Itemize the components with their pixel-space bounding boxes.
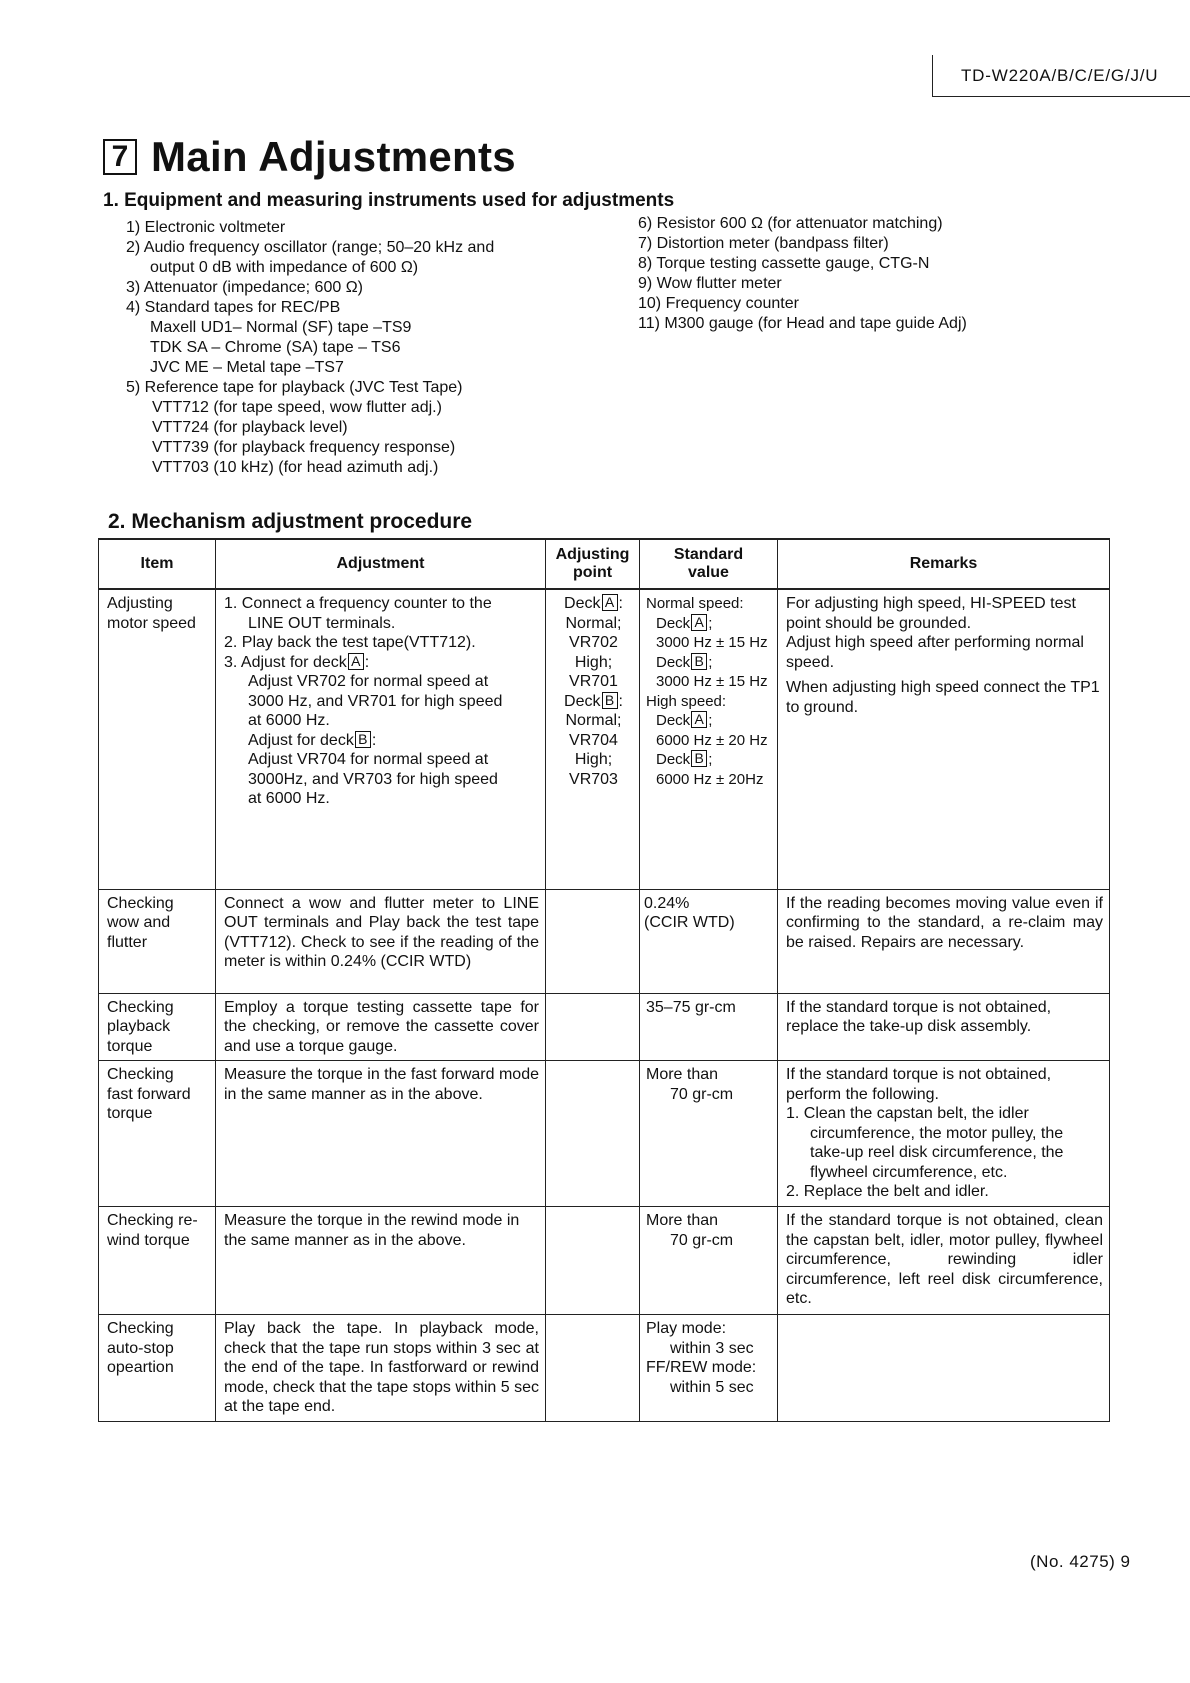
list-item: TDK SA – Chrome (SA) tape – TS6 (150, 339, 401, 356)
cell-adjusting-point: Deck A : Normal; VR702 High; VR701 Deck B : Normal; VR704 High; VR703 (546, 589, 640, 889)
list-item: 1) Electronic voltmeter (126, 219, 286, 236)
cell-adjustment: Connect a wow and flutter meter to LINE OUT terminals and Play back the test tape (VTT712). Check to see if the reading of the meter is within 0.24% (CCIR WTD) (216, 889, 546, 993)
deck-b-box: B (691, 653, 707, 670)
table-row (99, 1207, 1110, 1315)
col-header-adjusting-point: Adjusting point (546, 539, 640, 589)
model-number: TD-W220A/B/C/E/G/J/U (932, 55, 1190, 97)
equipment-heading: 1. Equipment and measuring instruments used for adjustments (103, 190, 675, 211)
cell-item: Checking playback torque (99, 993, 216, 1061)
mechanism-adjustment-table (98, 538, 1110, 1422)
cell-remarks: If the standard torque is not obtained, clean the capstan belt, idler, motor pulley, flywheel circumference, rewinding idler circumference, left reel disk circumference, etc. (778, 1207, 1110, 1315)
deck-a-box: A (691, 711, 707, 728)
cell-adjusting-point (546, 1315, 640, 1422)
cell-standard-value: 0.24% (CCIR WTD) (640, 889, 778, 993)
list-item: 7) Distortion meter (bandpass filter) (638, 235, 889, 252)
cell-item: Checking wow and flutter (99, 889, 216, 993)
list-item: VTT724 (for playback level) (152, 419, 348, 436)
table-header-row (99, 539, 1110, 589)
col-header-adjustment: Adjustment (216, 539, 546, 589)
table-row (99, 1061, 1110, 1207)
list-item: 5) Reference tape for playback (JVC Test Tape) (126, 379, 463, 396)
list-item: VTT712 (for tape speed, wow flutter adj.) (152, 399, 442, 416)
list-item: 6) Resistor 600 Ω (for attenuator matching) (638, 215, 943, 232)
cell-remarks: For adjusting high speed, HI-SPEED test point should be grounded. Adjust high speed after performing normal speed. When adjusting high speed connect the TP1 to ground. (778, 589, 1110, 889)
cell-standard-value: Normal speed: Deck A ; 3000 Hz ± 15 Hz Deck B ; 3000 Hz ± 15 Hz High speed: Deck A ; 6000 Hz ± 20 Hz Deck B ; 6000 Hz ± 20Hz (640, 589, 778, 889)
list-item: 3) Attenuator (impedance; 600 Ω) (126, 279, 363, 296)
col-header-standard-value: Standard value (640, 539, 778, 589)
cell-item: Checking re- wind torque (99, 1207, 216, 1315)
cell-adjusting-point (546, 889, 640, 993)
deck-a-box: A (602, 594, 618, 611)
equipment-list-left (126, 218, 494, 478)
list-item: 4) Standard tapes for REC/PB (126, 299, 341, 316)
cell-item: Checking fast forward torque (99, 1061, 216, 1207)
list-item: 8) Torque testing cassette gauge, CTG-N (638, 255, 930, 272)
deck-b-box: B (602, 692, 618, 709)
deck-a-box: A (348, 653, 364, 670)
cell-remarks: If the standard torque is not obtained, perform the following. 1. Clean the capstan belt, the idler circumference, the motor pulley, the take-up reel disk circumference, the flywheel circumference, etc. 2. Replace the belt and idler. (778, 1061, 1110, 1207)
deck-b-box: B (691, 750, 707, 767)
cell-remarks (778, 1315, 1110, 1422)
cell-adjustment: 1. Connect a frequency counter to the LINE OUT terminals. 2. Play back the test tape(VTT712). 3. Adjust for deck A : Adjust VR702 for normal speed at 3000 Hz, and VR701 for high speed at 6000 Hz. Adjust for deck B : Adjust VR704 for normal speed at 3000Hz, and VR703 for high speed at 6000 Hz. (216, 589, 546, 889)
cell-adjustment: Measure the torque in the rewind mode in the same manner as in the above. (216, 1207, 546, 1315)
section-title (103, 133, 516, 181)
col-header-remarks: Remarks (778, 539, 1110, 589)
cell-standard-value: 35–75 gr-cm (640, 993, 778, 1061)
page-title: Main Adjustments (151, 133, 516, 180)
list-item: JVC ME – Metal tape –TS7 (150, 359, 344, 376)
cell-standard-value: More than 70 gr-cm (640, 1207, 778, 1315)
cell-standard-value: More than 70 gr-cm (640, 1061, 778, 1207)
table-row (99, 993, 1110, 1061)
cell-adjusting-point (546, 1061, 640, 1207)
list-item: 10) Frequency counter (638, 295, 799, 312)
deck-a-box: A (691, 614, 707, 631)
cell-item: Checking auto-stop opeartion (99, 1315, 216, 1422)
cell-adjustment: Employ a torque testing cassette tape for the checking, or remove the cassette cover and use a torque gauge. (216, 993, 546, 1061)
equipment-list-right (638, 214, 967, 334)
section-number-box: 7 (103, 139, 137, 175)
list-item: VTT739 (for playback frequency response) (152, 439, 456, 456)
cell-standard-value: Play mode: within 3 sec FF/REW mode: within 5 sec (640, 1315, 778, 1422)
cell-remarks: If the reading becomes moving value even if confirming to the standard, a re-claim may be raised. Repairs are necessary. (778, 889, 1110, 993)
cell-item: Adjusting motor speed (99, 589, 216, 889)
list-item: 11) M300 gauge (for Head and tape guide Adj) (638, 315, 967, 332)
table-row (99, 889, 1110, 993)
list-item: output 0 dB with impedance of 600 Ω) (150, 259, 419, 276)
list-item: 2) Audio frequency oscillator (range; 50–20 kHz and (126, 239, 495, 256)
cell-adjusting-point (546, 993, 640, 1061)
cell-adjustment: Measure the torque in the fast forward mode in the same manner as in the above. (216, 1061, 546, 1207)
page-number: (No. 4275) 9 (1030, 1552, 1131, 1571)
list-item: VTT703 (10 kHz) (for head azimuth adj.) (152, 459, 439, 476)
cell-adjusting-point (546, 1207, 640, 1315)
mechanism-heading: 2. Mechanism adjustment procedure (108, 510, 473, 533)
list-item: Maxell UD1– Normal (SF) tape –TS9 (150, 319, 412, 336)
deck-b-box: B (355, 731, 371, 748)
table-row (99, 1315, 1110, 1422)
list-item: 9) Wow flutter meter (638, 275, 782, 292)
col-header-item: Item (99, 539, 216, 589)
cell-remarks: If the standard torque is not obtained, replace the take-up disk assembly. (778, 993, 1110, 1061)
cell-adjustment: Play back the tape. In playback mode, check that the tape run stops within 3 sec at the end of the tape. In fastforward or rewind mode, check that the tape stops within 5 sec at the tape end. (216, 1315, 546, 1422)
table-row (99, 589, 1110, 889)
